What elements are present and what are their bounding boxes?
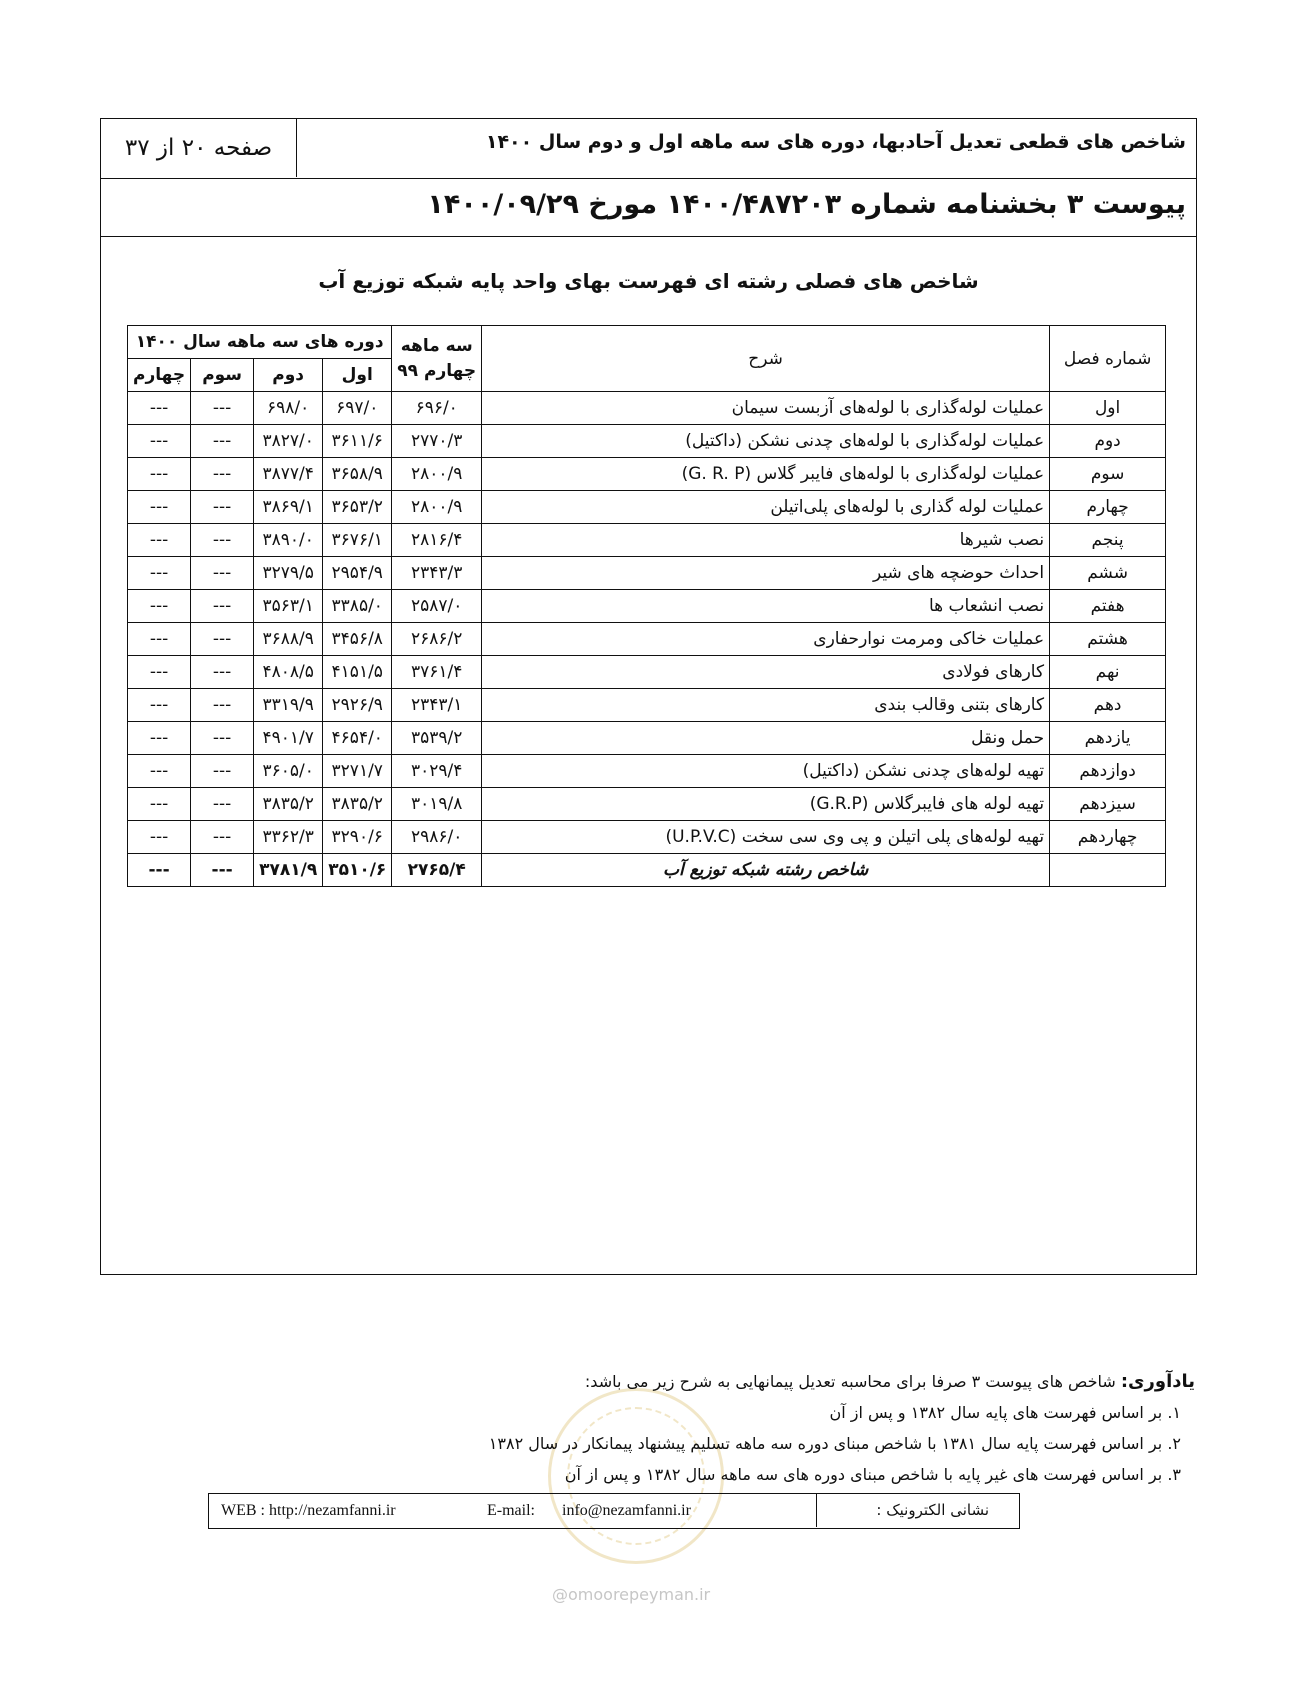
- table-row: [128, 623, 1166, 656]
- table-row: [128, 689, 1166, 722]
- cell-q4: ---: [128, 722, 191, 755]
- cell-chapter: دهم: [1050, 689, 1166, 722]
- cell-q1: ۳۶۵۸/۹: [323, 458, 392, 491]
- cell-chapter: اول: [1050, 392, 1166, 425]
- cell-chapter: هفتم: [1050, 590, 1166, 623]
- cell-q4-99: ۲۳۴۳/۳: [392, 557, 482, 590]
- cell-q4: ---: [128, 392, 191, 425]
- cell-q3: ---: [191, 755, 254, 788]
- cell-q3: ---: [191, 524, 254, 557]
- cell-chapter: پنجم: [1050, 524, 1166, 557]
- website-link[interactable]: WEB : http://nezamfanni.ir: [221, 1502, 396, 1519]
- group-header-1400: دوره های سه ماهه سال ۱۴۰۰: [128, 326, 392, 359]
- email-link[interactable]: info@nezamfanni.ir: [562, 1502, 691, 1519]
- cell-q4: ---: [128, 524, 191, 557]
- cell-chapter: یازدهم: [1050, 722, 1166, 755]
- cell-q2: ۳۸۲۷/۰: [254, 425, 323, 458]
- cell-desc: عملیات خاکی ومرمت نوارحفاری: [482, 623, 1050, 656]
- cell-total-q4: ---: [128, 854, 191, 887]
- cell-q1: ۳۳۸۵/۰: [323, 590, 392, 623]
- section-title: شاخص های فصلی رشته ای فهرست بهای واحد پایه شبکه توزیع آب: [318, 269, 979, 293]
- cell-q3: ---: [191, 491, 254, 524]
- watermark-text: @omoorepeyman.ir: [552, 1585, 711, 1604]
- cell-q4-99: ۲۹۸۶/۰: [392, 821, 482, 854]
- cell-desc: نصب انشعاب ها: [482, 590, 1050, 623]
- note-item: ۱. بر اساس فهرست های پایه سال ۱۳۸۲ و پس از آن: [829, 1403, 1181, 1422]
- col-header-q4: چهارم: [128, 359, 191, 392]
- col-header-q4-99: [392, 326, 482, 392]
- col-header-q2: دوم: [254, 359, 323, 392]
- cell-q4: ---: [128, 491, 191, 524]
- header-row: [101, 119, 1196, 179]
- note-item: ۲. بر اساس فهرست پایه سال ۱۳۸۱ با شاخص مبنای دوره سه ماهه تسلیم پیشنهاد پیمانکار در سال ۱۳۸۲: [488, 1434, 1181, 1453]
- table-row: [128, 458, 1166, 491]
- cell-q2: ۳۳۶۲/۳: [254, 821, 323, 854]
- cell-q4-99: ۲۸۱۶/۴: [392, 524, 482, 557]
- cell-q3: ---: [191, 425, 254, 458]
- reminder-note: [489, 1366, 1195, 1490]
- table-row: [128, 557, 1166, 590]
- cell-desc: عملیات لوله‌گذاری با لوله‌های فایبر گلاس (G. R. P): [482, 458, 1050, 491]
- cell-chapter: هشتم: [1050, 623, 1166, 656]
- cell-desc: احداث حوضچه های شیر: [482, 557, 1050, 590]
- table-row: [128, 491, 1166, 524]
- table-body: [128, 392, 1166, 887]
- page-number: صفحه ۲۰ از ۳۷: [101, 119, 297, 177]
- cell-q2: ۴۹۰۱/۷: [254, 722, 323, 755]
- cell-q4-99: ۳۷۶۱/۴: [392, 656, 482, 689]
- cell-q2: ۳۸۳۵/۲: [254, 788, 323, 821]
- cell-desc: عملیات لوله‌گذاری با لوله‌های آزبست سیمان: [482, 392, 1050, 425]
- note-intro: شاخص های پیوست ۳ صرفا برای محاسبه تعدیل پیمانهایی به شرح زیر می باشد:: [584, 1372, 1116, 1391]
- table-row: [128, 392, 1166, 425]
- cell-q3: ---: [191, 590, 254, 623]
- cell-q4: ---: [128, 623, 191, 656]
- cell-q3: ---: [191, 722, 254, 755]
- cell-chapter: دوم: [1050, 425, 1166, 458]
- cell-q4-99: ۲۵۸۷/۰: [392, 590, 482, 623]
- cell-q4-99: ۲۸۰۰/۹: [392, 491, 482, 524]
- cell-total-q4-99: ۲۷۶۵/۴: [392, 854, 482, 887]
- col-header-q4-line2: چهارم ۹۹: [397, 360, 477, 381]
- table-row: [128, 755, 1166, 788]
- cell-desc: تهیه لوله های فایبرگلاس (G.R.P): [482, 788, 1050, 821]
- contact-box: [208, 1493, 1020, 1529]
- cell-desc: حمل ونقل: [482, 722, 1050, 755]
- cell-q3: ---: [191, 458, 254, 491]
- cell-chapter: نهم: [1050, 656, 1166, 689]
- cell-q1: ۲۹۵۴/۹: [323, 557, 392, 590]
- page-frame: [100, 118, 1197, 1275]
- cell-q3: ---: [191, 557, 254, 590]
- cell-q3: ---: [191, 788, 254, 821]
- cell-desc: کارهای فولادی: [482, 656, 1050, 689]
- cell-q4-99: ۳۰۱۹/۸: [392, 788, 482, 821]
- circular-row: [101, 179, 1196, 237]
- cell-q4: ---: [128, 788, 191, 821]
- cell-chapter: دوازدهم: [1050, 755, 1166, 788]
- cell-q1: ۳۶۱۱/۶: [323, 425, 392, 458]
- cell-total-q2: ۳۷۸۱/۹: [254, 854, 323, 887]
- cell-desc: تهیه لوله‌های چدنی نشکن (داکتیل): [482, 755, 1050, 788]
- cell-q2: ۴۸۰۸/۵: [254, 656, 323, 689]
- total-row: [128, 854, 1166, 887]
- table-row: [128, 425, 1166, 458]
- cell-desc: عملیات لوله‌گذاری با لوله‌های چدنی نشکن (داکتیل): [482, 425, 1050, 458]
- circular-reference: پیوست ۳ بخشنامه شماره ۱۴۰۰/۴۸۷۲۰۳ مورخ ۱۴۰۰/۰۹/۲۹: [427, 189, 1186, 220]
- cell-q4-99: ۲۶۸۶/۲: [392, 623, 482, 656]
- note-label: یادآوری:: [1120, 1371, 1195, 1392]
- cell-q2: ۶۹۸/۰: [254, 392, 323, 425]
- cell-q4-99: ۲۷۷۰/۳: [392, 425, 482, 458]
- col-header-q1: اول: [323, 359, 392, 392]
- cell-q3: ---: [191, 821, 254, 854]
- cell-q2: ۳۶۰۵/۰: [254, 755, 323, 788]
- cell-desc: تهیه لوله‌های پلی اتیلن و پی وی سی سخت (U.P.V.C): [482, 821, 1050, 854]
- cell-q4: ---: [128, 557, 191, 590]
- cell-q1: ۳۶۷۶/۱: [323, 524, 392, 557]
- col-header-chapter: شماره فصل: [1050, 326, 1166, 392]
- cell-q4: ---: [128, 689, 191, 722]
- cell-q2: ۳۸۶۹/۱: [254, 491, 323, 524]
- cell-q3: ---: [191, 656, 254, 689]
- table-row: [128, 788, 1166, 821]
- cell-desc: عملیات لوله گذاری با لوله‌های پلی‌اتیلن: [482, 491, 1050, 524]
- cell-q3: ---: [191, 392, 254, 425]
- cell-q4-99: ۳۰۲۹/۴: [392, 755, 482, 788]
- cell-desc: کارهای بتنی وقالب بندی: [482, 689, 1050, 722]
- cell-q4: ---: [128, 458, 191, 491]
- col-header-desc: شرح: [482, 326, 1050, 392]
- cell-chapter: چهارم: [1050, 491, 1166, 524]
- table-row: [128, 656, 1166, 689]
- cell-q4: ---: [128, 425, 191, 458]
- cell-q4: ---: [128, 755, 191, 788]
- document-title: شاخص های قطعی تعدیل آحادبها، دوره های سه ماهه اول و دوم سال ۱۴۰۰: [485, 131, 1186, 153]
- note-intro-line: [489, 1366, 1195, 1397]
- cell-total-desc: شاخص رشته شبکه توزیع آب: [482, 854, 1050, 887]
- cell-q2: ۳۶۸۸/۹: [254, 623, 323, 656]
- cell-q1: ۴۶۵۴/۰: [323, 722, 392, 755]
- table-row: [128, 722, 1166, 755]
- contact-label: نشانی الکترونیک :: [816, 1494, 1019, 1527]
- col-header-q4-line1: سه ماهه: [400, 335, 473, 356]
- cell-q4-99: ۲۸۰۰/۹: [392, 458, 482, 491]
- table-row: [128, 590, 1166, 623]
- col-header-q3: سوم: [191, 359, 254, 392]
- cell-q1: ۴۱۵۱/۵: [323, 656, 392, 689]
- cell-chapter: سیزدهم: [1050, 788, 1166, 821]
- cell-total-q1: ۳۵۱۰/۶: [323, 854, 392, 887]
- cell-desc: نصب شیرها: [482, 524, 1050, 557]
- cell-q2: ۳۵۶۳/۱: [254, 590, 323, 623]
- cell-q1: ۶۹۷/۰: [323, 392, 392, 425]
- cell-q2: ۳۸۷۷/۴: [254, 458, 323, 491]
- cell-q4: ---: [128, 656, 191, 689]
- cell-q4-99: ۲۳۴۳/۱: [392, 689, 482, 722]
- cell-q4-99: ۶۹۶/۰: [392, 392, 482, 425]
- cell-q1: ۳۲۷۱/۷: [323, 755, 392, 788]
- table-row: [128, 524, 1166, 557]
- cell-q1: ۲۹۲۶/۹: [323, 689, 392, 722]
- cell-chapter: چهاردهم: [1050, 821, 1166, 854]
- cell-total-q3: ---: [191, 854, 254, 887]
- cell-q4: ---: [128, 590, 191, 623]
- cell-chapter: سوم: [1050, 458, 1166, 491]
- cell-q3: ---: [191, 689, 254, 722]
- cell-q3: ---: [191, 623, 254, 656]
- table-row: [128, 821, 1166, 854]
- cell-q4-99: ۳۵۳۹/۲: [392, 722, 482, 755]
- cell-q1: ۳۲۹۰/۶: [323, 821, 392, 854]
- email-label: E-mail:: [487, 1502, 535, 1519]
- index-table: [127, 325, 1166, 887]
- cell-q2: ۳۸۹۰/۰: [254, 524, 323, 557]
- cell-chapter: ششم: [1050, 557, 1166, 590]
- cell-q1: ۳۸۳۵/۲: [323, 788, 392, 821]
- note-item: ۳. بر اساس فهرست های غیر پایه با شاخص مبنای دوره های سه ماهه سال ۱۳۸۲ و پس از آن: [564, 1465, 1181, 1484]
- cell-q2: ۳۳۱۹/۹: [254, 689, 323, 722]
- cell-q1: ۳۴۵۶/۸: [323, 623, 392, 656]
- cell-q1: ۳۶۵۳/۲: [323, 491, 392, 524]
- cell-q4: ---: [128, 821, 191, 854]
- cell-chapter-empty: [1050, 854, 1166, 887]
- cell-q2: ۳۲۷۹/۵: [254, 557, 323, 590]
